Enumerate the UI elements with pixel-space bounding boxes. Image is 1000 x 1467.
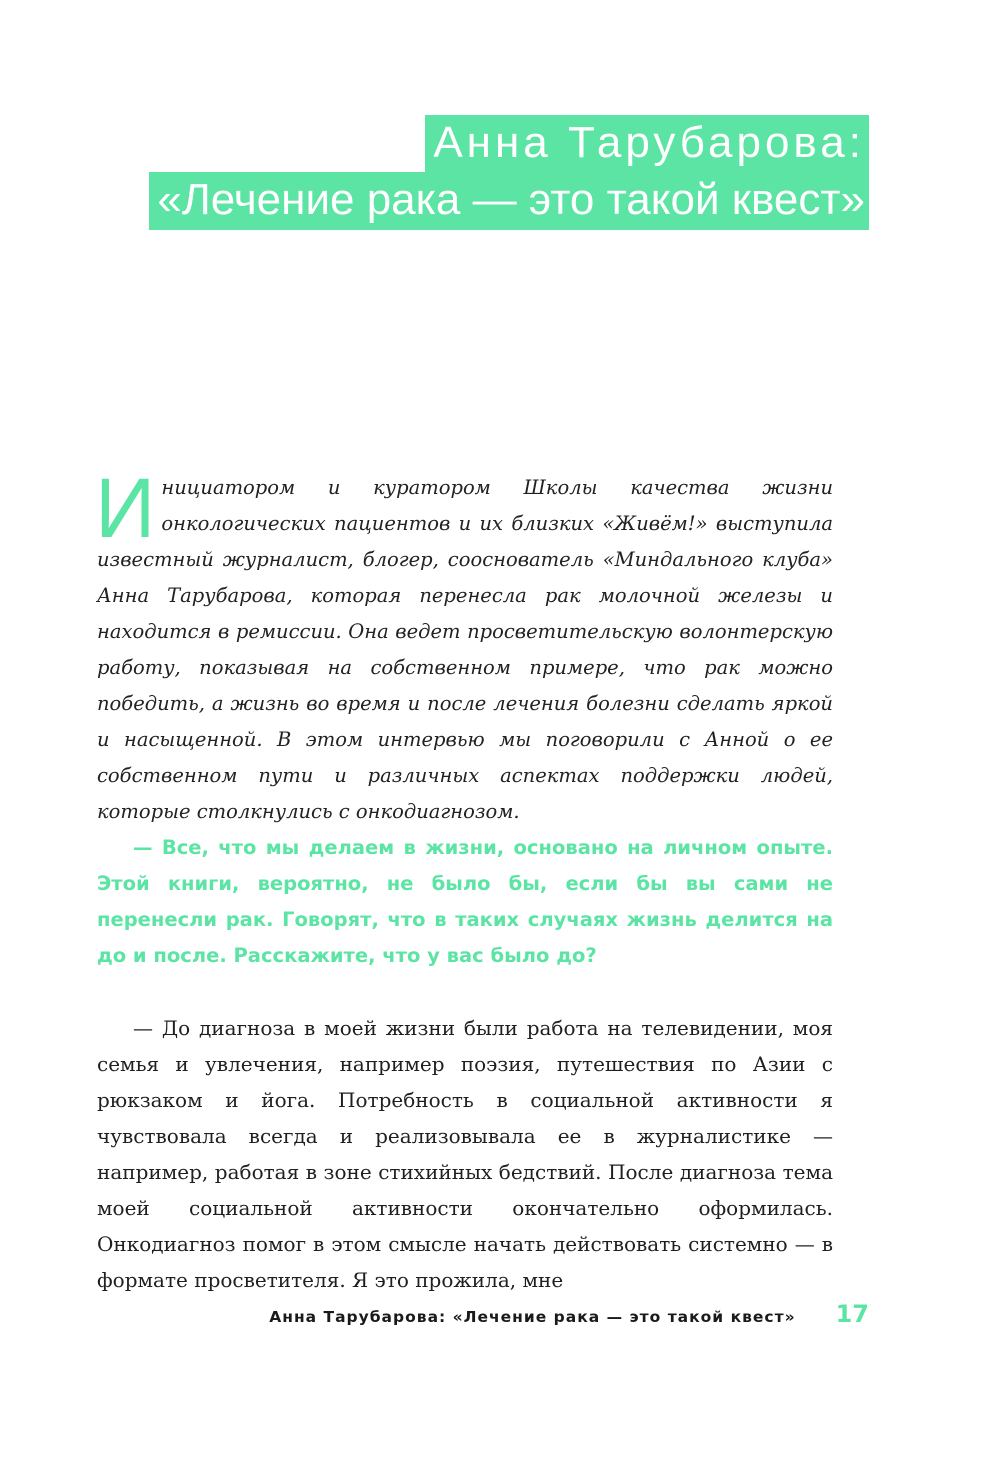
lead-paragraph [95,461,833,830]
running-title: Анна Тарубарова: «Лечение рака — это такой квест» [269,1308,796,1326]
chapter-title-line-1: Анна Тарубарова: [425,115,869,172]
page-number: 17 [835,1300,869,1328]
lead-text: нициатором и куратором Школы качества жизни онкологических пациентов и их близких «Живём!» выступила известный журналист, блогер, сооснователь «Миндального клуба» Анна Тарубарова, которая перенесла рак молочной железы и находится в ремиссии. Она ведет просветительскую волонтерскую работу, показывая на собственном примере, что рак можно победить, а жизнь во время и после лечения болезни сделать яркой и насыщенной. В этом интервью мы поговорили с Анной о ее собственном пути и различных аспектах поддержки людей, которые столкнулись с онкодиагнозом. [97,476,833,823]
chapter-title [149,115,869,230]
chapter-title-line-2: «Лечение рака — это такой квест» [149,172,869,230]
interview-question: — Все, что мы делаем в жизни, основано на личном опыте. Этой книги, вероятно, не было бы, если бы вы сами не перенесли рак. Говорят, что в таких случаях жизнь делится на до и после. Расскажите, что у вас было до? [97,836,833,967]
interview-answer: — До диагноза в моей жизни были работа на телевидении, моя семья и увлечения, например поэзия, путешествия по Азии с рюкзаком и йога. Потребность в социальной активности я чувствовала всегда и реализовывала ее в журналистике — например, работая в зоне стихийных бедствий. После диагноза тема моей социальной активности окончательно оформилась. Онкодиагноз помог в этом смысле начать действовать системно — в формате просветителя. Я это прожила, мне [97,1016,833,1292]
page-footer [269,1300,869,1328]
drop-cap: И [95,461,156,555]
